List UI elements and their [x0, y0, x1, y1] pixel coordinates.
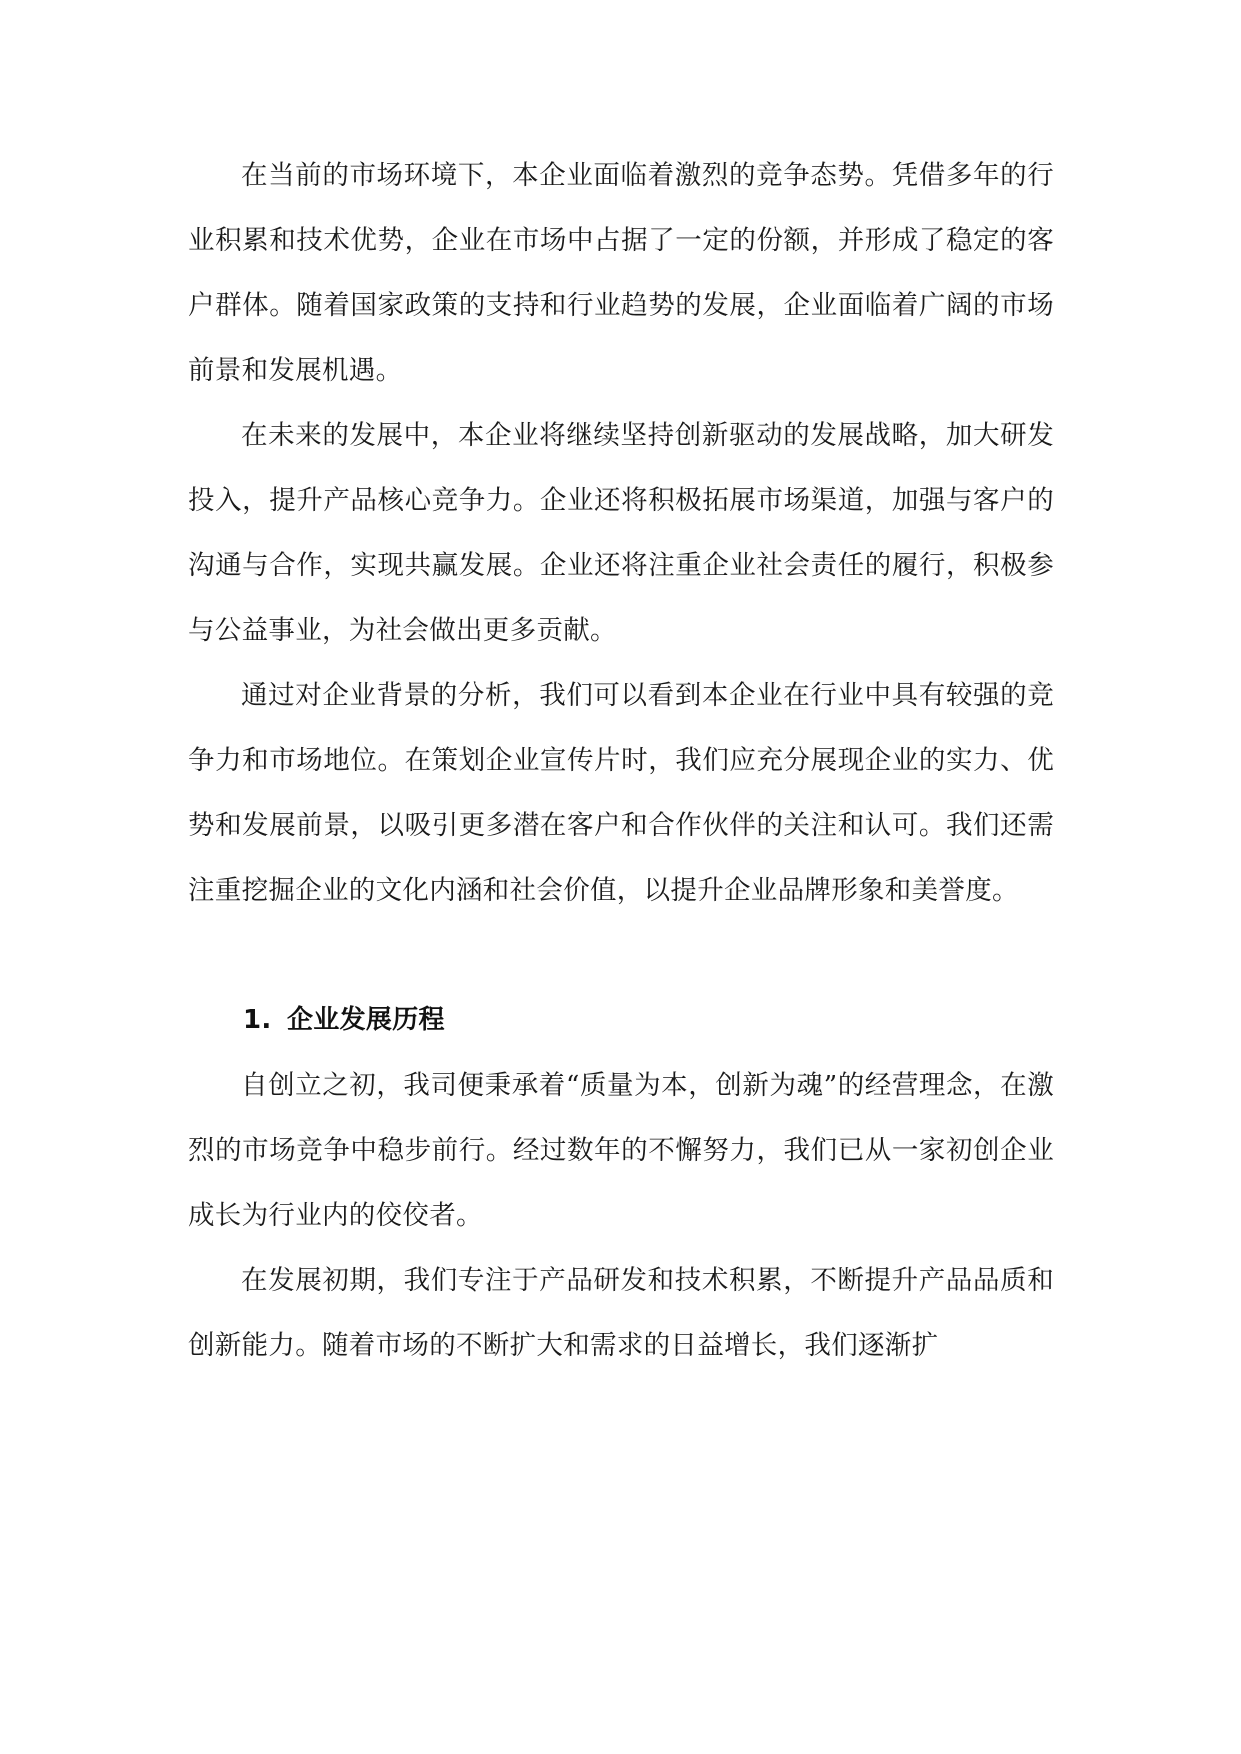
body-paragraph: 自创立之初，我司便秉承着“质量为本，创新为魂”的经营理念，在激烈的市场竞争中稳步前行。经过数年的不懈努力，我们已从一家初创企业成长为行业内的佼佼者。: [188, 1070, 1054, 1231]
body-paragraph: 在当前的市场环境下，本企业面临着激烈的竞争态势。凭借多年的行业积累和技术优势，企业在市场中占据了一定的份额，并形成了稳定的客户群体。随着国家政策的支持和行业趋势的发展，企业面临着广阔的市场前景和发展机遇。: [188, 160, 1054, 386]
section-heading: [188, 988, 1054, 1053]
body-paragraph: 在发展初期，我们专注于产品研发和技术积累，不断提升产品品质和创新能力。随着市场的不断扩大和需求的日益增长，我们逐渐扩: [188, 1265, 1054, 1361]
section-title: 企业发展历程: [287, 1005, 445, 1035]
body-paragraph: 通过对企业背景的分析，我们可以看到本企业在行业中具有较强的竞争力和市场地位。在策划企业宣传片时，我们应充分展现企业的实力、优势和发展前景，以吸引更多潜在客户和合作伙伴的关注和认可。我们还需注重挖掘企业的文化内涵和社会价值，以提升企业品牌形象和美誉度。: [188, 680, 1054, 906]
document-body: [188, 143, 1054, 1378]
section-number: 1.: [243, 1005, 272, 1035]
body-paragraph: 在未来的发展中，本企业将继续坚持创新驱动的发展战略，加大研发投入，提升产品核心竞争力。企业还将积极拓展市场渠道，加强与客户的沟通与合作，实现共赢发展。企业还将注重企业社会责任的履行，积极参与公益事业，为社会做出更多贡献。: [188, 420, 1054, 646]
